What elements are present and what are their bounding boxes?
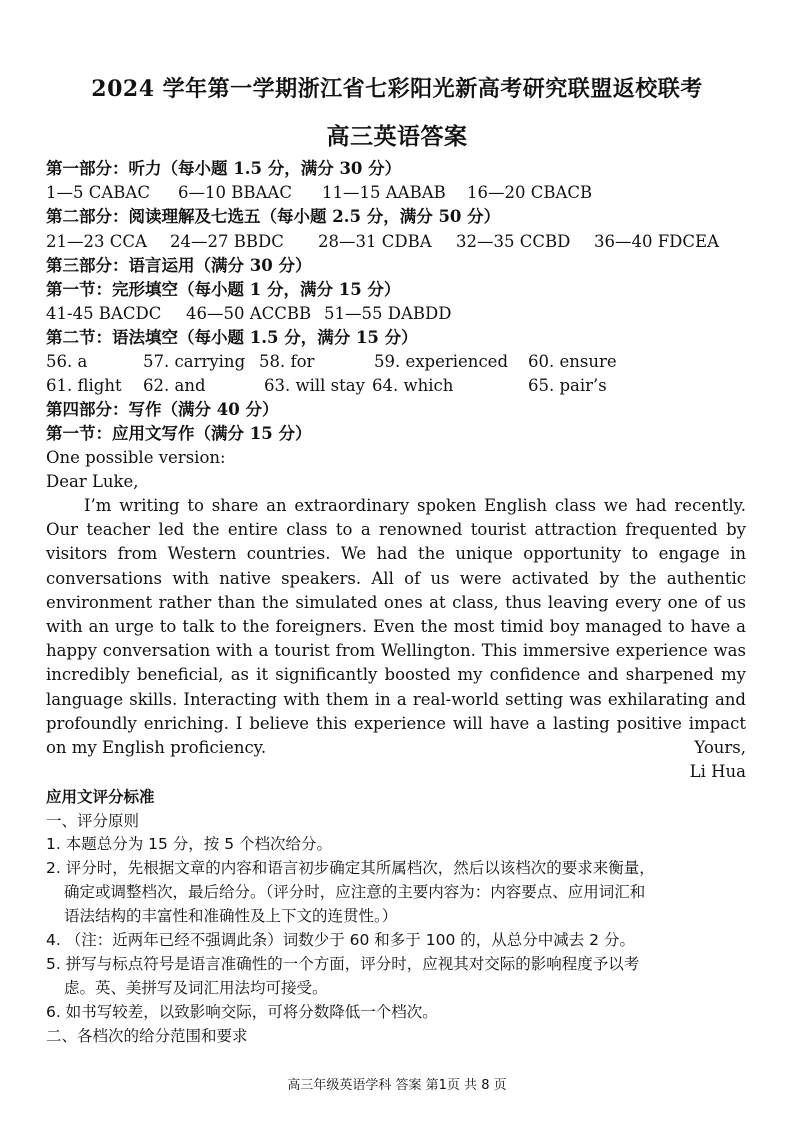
rule-line: 4. （注：近两年已经不强调此条）词数少于 60 和多于 100 的，从总分中减去 2 分。 bbox=[46, 931, 635, 949]
part4-heading: 第四部分：写作（满分 40 分） bbox=[46, 400, 279, 419]
answer-group: 6—10 BBAAC bbox=[178, 183, 292, 202]
answer-group: 46—50 ACCBB bbox=[186, 304, 312, 323]
answer-group: 21—23 CCA bbox=[46, 232, 147, 251]
part1-heading: 第一部分：听力（每小题 1.5 分，满分 30 分） bbox=[46, 159, 402, 178]
grammar-answer: 63. will stay bbox=[264, 376, 365, 395]
criteria-section2: 二、各档次的给分范围和要求 bbox=[46, 1027, 248, 1045]
answer-group: 1—5 CABAC bbox=[46, 183, 150, 202]
answer-group: 16—20 CBACB bbox=[467, 183, 593, 202]
answer-group: 28—31 CDBA bbox=[318, 232, 432, 251]
document-title: 2024 学年第一学期浙江省七彩阳光新高考研究联盟返校联考 bbox=[91, 76, 703, 102]
version-label: One possible version: bbox=[46, 448, 226, 467]
part3-section2-heading: 第二节：语法填空（每小题 1.5 分，满分 15 分） bbox=[46, 328, 418, 347]
letter-closing: Yours, bbox=[694, 738, 746, 757]
grammar-answer: 64. which bbox=[372, 376, 454, 395]
answer-group: 41-45 BACDC bbox=[46, 304, 162, 323]
criteria-heading: 应用文评分标准 bbox=[46, 788, 155, 806]
answer-group: 24—27 BBDC bbox=[170, 232, 284, 251]
grammar-answer: 57. carrying bbox=[143, 352, 246, 371]
answer-group: 36—40 FDCEA bbox=[594, 232, 719, 251]
rule-line: 2. 评分时，先根据文章的内容和语言初步确定其所属档次，然后以该档次的要求来衡量， bbox=[46, 859, 655, 877]
criteria-section1: 一、评分原则 bbox=[46, 812, 140, 830]
part4-section1-heading: 第一节：应用文写作（满分 15 分） bbox=[46, 424, 312, 443]
answer-group: 11—15 AABAB bbox=[322, 183, 446, 202]
letter-signature: Li Hua bbox=[689, 762, 746, 781]
grammar-answer: 59. experienced bbox=[374, 352, 509, 371]
rule-line: 5. 拼写与标点符号是语言准确性的一个方面，评分时，应视其对交际的影响程度予以考 bbox=[46, 955, 640, 973]
rule-line: 确定或调整档次，最后给分。（评分时，应注意的主要内容为：内容要点、应用词汇和 bbox=[64, 883, 646, 901]
letter-body: I’m writing to share an extraordinary spoken English class we had recently. Our teacher led the entire class to a renowned tourist attraction frequented by visitors from Western countries. We had the unique opportunity to engage in conversations with native speakers. All of us were activated by the authentic environment rather than the simulated ones at class, thus leaving every one of us with an urge to talk to the foreigners. Even the most timid boy managed to have a happy conversation with a tourist from Wellington. This immersive experience was incredibly beneficial, as it significantly boosted my confidence and sharpened my language skills. Interacting with them in a real-world setting was exhilarating and profoundly enriching. I believe this experience will have a lasting positive impact on my English proficiency. bbox=[46, 496, 746, 758]
page-footer: 高三年级英语学科 答案 第1页 共 8 页 bbox=[287, 1078, 507, 1093]
rule-line: 语法结构的丰富性和准确性及上下文的连贯性。） bbox=[64, 907, 398, 925]
part2-heading: 第二部分：阅读理解及七选五（每小题 2.5 分，满分 50 分） bbox=[46, 207, 501, 226]
part3-heading: 第三部分：语言运用（满分 30 分） bbox=[46, 256, 312, 275]
part3-section1-heading: 第一节：完形填空（每小题 1 分，满分 15 分） bbox=[46, 280, 401, 299]
answer-group: 32—35 CCBD bbox=[456, 232, 571, 251]
letter-salutation: Dear Luke, bbox=[46, 472, 139, 491]
grammar-answer: 62. and bbox=[143, 376, 206, 395]
document-subtitle: 高三英语答案 bbox=[326, 123, 468, 150]
grammar-answer: 58. for bbox=[259, 352, 315, 371]
grammar-answer: 65. pair’s bbox=[528, 376, 607, 395]
rule-line: 虑。英、美拼写及词汇用法均可接受。 bbox=[64, 979, 328, 997]
grammar-answer: 56. a bbox=[46, 352, 88, 371]
answer-group: 51—55 DABDD bbox=[324, 304, 452, 323]
grammar-answer: 61. flight bbox=[46, 376, 122, 395]
rule-line: 1. 本题总分为 15 分，按 5 个档次给分。 bbox=[46, 835, 333, 853]
rule-line: 6. 如书写较差，以致影响交际，可将分数降低一个档次。 bbox=[46, 1003, 438, 1021]
grammar-answer: 60. ensure bbox=[528, 352, 617, 371]
